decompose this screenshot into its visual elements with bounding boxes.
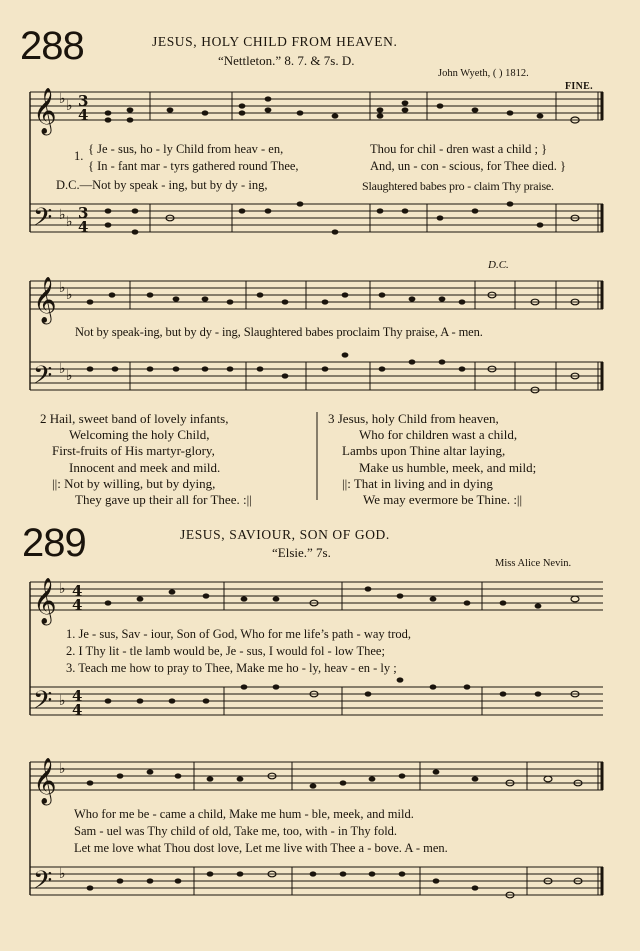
lyric-289-s2-line3: Let me love what Thou dost love, Let me live with Thee a - bove. A - men. (74, 841, 448, 855)
verse-3-line-4: Make us humble, meek, and mild; (359, 459, 537, 475)
lyric-288-s1-line1-num: 1. (74, 149, 84, 163)
lyric-289-s2-line2: Sam - uel was Thy child of old, Take me, too, with - in Thy fold. (74, 824, 398, 838)
svg-text:♭: ♭ (59, 761, 66, 777)
verse-3-line-2: Who for children wast a child, (359, 427, 518, 443)
hymn-number-289: 289 (22, 521, 86, 565)
svg-text:♭: ♭ (66, 368, 73, 384)
notes-288-s2-treble (87, 292, 579, 305)
composer-289: Miss Alice Nevin. (495, 558, 572, 569)
svg-text:4: 4 (72, 701, 83, 719)
notes-289-s2-bass (87, 871, 582, 898)
verse-2-line-6: They gave up their all for Thee. :|| (75, 492, 252, 508)
fine-mark: FINE. (565, 81, 593, 92)
verse-2-line-1: 2 Hail, sweet band of lovely infants, (40, 411, 229, 426)
svg-text:4: 4 (78, 218, 89, 236)
svg-text:3: 3 (78, 92, 89, 110)
svg-text:♭: ♭ (59, 866, 66, 882)
verse-3-line-6: We may evermore be Thine. :|| (363, 492, 523, 508)
svg-text:♭: ♭ (59, 581, 66, 597)
svg-text:♭: ♭ (66, 287, 73, 303)
lyric-289-s1-line1: 1. Je - sus, Sav - iour, Son of God, Who for me life’s path - way trod, (66, 627, 412, 641)
lyric-288-s1-line2-b: And, un - con - scious, for Thee died. } (370, 159, 567, 173)
svg-text:𝄞: 𝄞 (33, 578, 57, 624)
staff-289-s2-bass (30, 867, 603, 895)
svg-text:4: 4 (78, 106, 89, 124)
svg-text:4: 4 (72, 596, 83, 614)
lyric-289-s1-line3: 3. Teach me how to pray to Thee, Make me ho - ly, heav - en - ly ; (66, 661, 397, 675)
verse-3-line-1: 3 Jesus, holy Child from heaven, (328, 411, 499, 426)
staff-289-s2-treble (30, 762, 603, 790)
composer-288: John Wyeth, ( ) 1812. (438, 68, 529, 79)
lyric-288-dc-line-a: D.C.—Not by speak - ing, but by dy - ing, (56, 178, 268, 192)
svg-text:♭: ♭ (59, 361, 66, 377)
notes-288-s1-treble (105, 96, 580, 123)
svg-text:♭: ♭ (59, 693, 66, 709)
verse-2 (40, 411, 252, 508)
staff-288-s1-bass (30, 204, 603, 232)
staff-288-s2-treble (30, 281, 603, 309)
svg-text:𝄢: 𝄢 (33, 203, 53, 238)
svg-text:♭: ♭ (66, 98, 73, 114)
lyric-288-dc-line-b: Slaughtered babes pro - claim Thy praise. (362, 179, 554, 193)
verse-3-line-3: Lambs upon Thine altar laying, (342, 443, 506, 459)
lyric-288-s1-line1-b: Thou for chil - dren wast a child ; } (370, 142, 548, 156)
lyric-289-s1-line2: 2. I Thy lit - tle lamb would be, Je - sus, I would fol - low Thee; (66, 644, 385, 658)
tune-name-288: “Nettleton.” 8. 7. & 7s. D. (218, 53, 355, 68)
lyric-288-s1-line2-a: { In - fant mar - tyrs gathered round Thee, (88, 159, 299, 173)
verse-3 (328, 411, 536, 508)
svg-text:♭: ♭ (66, 214, 73, 230)
verse-2-line-4: Innocent and meek and mild. (69, 459, 221, 475)
lyric-289-s2-line1: Who for me be - came a child, Make me hum - ble, meek, and mild. (74, 807, 414, 821)
svg-text:𝄞: 𝄞 (33, 277, 57, 323)
staff-288-s1-treble (30, 92, 603, 120)
dc-mark: D.C. (488, 259, 509, 271)
svg-text:𝄢: 𝄢 (33, 361, 53, 396)
verse-3-line-5: ||: That in living and in dying (342, 475, 493, 491)
verse-2-line-5: ||: Not by willing, but by dying, (52, 475, 216, 491)
staff-288-s2-bass (30, 362, 603, 390)
svg-text:𝄞: 𝄞 (33, 758, 57, 804)
lyric-288-s2: Not by speak-ing, but by dy - ing, Slaughtered babes proclaim Thy praise, A - men. (75, 325, 483, 339)
svg-text:3: 3 (78, 204, 89, 222)
notes-289-s2-treble (87, 769, 582, 788)
hymn-title-288: JESUS, HOLY CHILD FROM HEAVEN. (152, 34, 398, 49)
hymn-title-289: JESUS, SAVIOUR, SON OF GOD. (180, 527, 390, 542)
svg-text:♭: ♭ (59, 91, 66, 107)
svg-text:𝄢: 𝄢 (33, 686, 53, 721)
tune-name-289: “Elsie.” 7s. (272, 545, 331, 560)
svg-text:♭: ♭ (59, 207, 66, 223)
svg-text:𝄞: 𝄞 (33, 88, 57, 134)
notes-288-s2-bass (87, 352, 579, 392)
lyric-288-s1-line1-a: { Je - sus, ho - ly Child from heav - en, (88, 142, 284, 156)
verse-2-line-3: First-fruits of His martyr-glory, (52, 443, 215, 459)
hymn-number-288: 288 (20, 24, 84, 68)
svg-text:4: 4 (72, 687, 83, 705)
svg-text:♭: ♭ (59, 280, 66, 296)
svg-text:𝄢: 𝄢 (33, 866, 53, 901)
svg-text:4: 4 (72, 582, 83, 600)
verse-2-line-2: Welcoming the holy Child, (69, 427, 210, 443)
